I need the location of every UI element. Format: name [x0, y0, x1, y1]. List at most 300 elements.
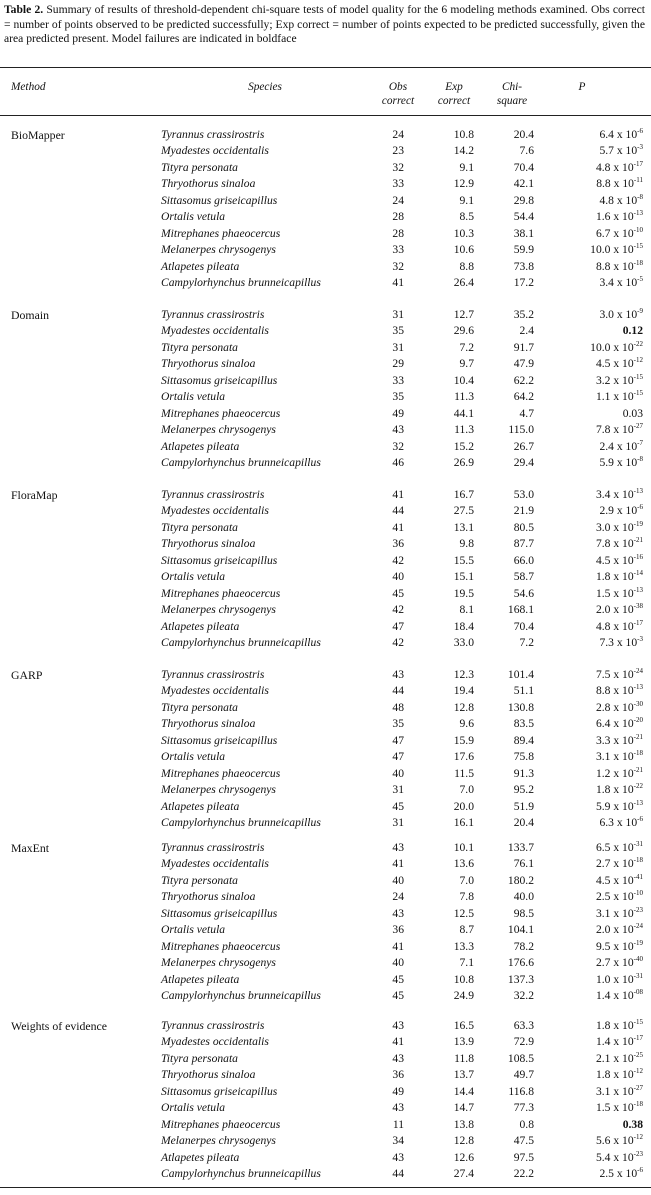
exp-correct-cell: 10.6 — [453, 243, 474, 257]
p-value-cell — [540, 194, 643, 207]
species-cell: Tyrannus crassirostris — [161, 488, 265, 501]
species-cell: Atlapetes pileata — [161, 799, 240, 813]
p-value-exponent: -15 — [633, 1018, 643, 1026]
p-value-mantissa: 10.0 x 10 — [590, 340, 634, 354]
p-value-cell — [540, 816, 643, 829]
obs-correct-cell: 43 — [392, 906, 404, 920]
exp-correct-cell: 27.4 — [453, 1167, 474, 1181]
obs-correct-cell: 35 — [392, 324, 404, 338]
exp-correct-cell: 10.8 — [453, 128, 474, 141]
exp-correct-cell: 16.5 — [453, 1019, 474, 1032]
p-value-exponent: -8 — [637, 192, 643, 201]
p-value-mantissa: 1.1 x 10 — [595, 390, 634, 404]
p-value-cell — [540, 907, 643, 920]
chi-square-cell: 47.9 — [513, 357, 534, 371]
p-value-mantissa: 3.2 x 10 — [595, 373, 634, 387]
obs-correct-cell: 47 — [392, 750, 404, 764]
p-value-exponent: -41 — [633, 872, 643, 881]
p-value-cell — [540, 554, 643, 567]
exp-correct-cell: 16.1 — [453, 816, 474, 830]
obs-correct-cell: 41 — [392, 939, 404, 953]
exp-correct-cell: 33.0 — [453, 636, 474, 650]
p-value-mantissa: 2.1 x 10 — [595, 1051, 634, 1065]
p-value-cell — [540, 210, 643, 223]
header-chi-line2: square — [496, 95, 528, 107]
chi-square-cell: 20.4 — [513, 128, 534, 141]
obs-correct-cell: 33 — [392, 177, 404, 191]
chi-square-cell: 35.2 — [513, 308, 534, 321]
table-caption — [4, 3, 645, 47]
obs-correct-cell: 43 — [392, 1150, 404, 1164]
p-value-exponent: -15 — [633, 389, 643, 398]
table-row — [0, 260, 651, 276]
p-value-mantissa: 3.1 x 10 — [595, 750, 634, 764]
p-value-exponent: -22 — [633, 339, 643, 348]
p-value-cell — [540, 973, 643, 986]
table-row — [0, 521, 651, 537]
p-value-cell — [540, 324, 643, 337]
p-value-mantissa: 1.6 x 10 — [595, 210, 634, 224]
p-value-cell — [540, 521, 643, 534]
p-value-exponent: -12 — [633, 1133, 643, 1142]
p-value-exponent: -6 — [637, 127, 643, 135]
species-cell: Sittasomus griseicapillus — [161, 553, 278, 567]
p-value-mantissa: 10.0 x 10 — [590, 243, 634, 257]
header-obs-correct — [372, 80, 424, 108]
exp-correct-cell: 12.8 — [453, 700, 474, 714]
p-value-exponent: -40 — [633, 955, 643, 964]
obs-correct-cell: 41 — [392, 1035, 404, 1049]
p-value-exponent: -23 — [633, 1149, 643, 1158]
p-value-exponent: -38 — [633, 602, 643, 611]
p-value-mantissa: 3.4 x 10 — [595, 488, 634, 501]
exp-correct-cell: 8.7 — [459, 923, 474, 937]
bottom-rule — [0, 1187, 651, 1188]
obs-correct-cell: 36 — [392, 537, 404, 551]
chi-square-cell: 75.8 — [513, 750, 534, 764]
p-value-exponent: -27 — [633, 1083, 643, 1092]
species-cell: Melanerpes chrysogenys — [161, 243, 276, 257]
table-row — [0, 701, 651, 717]
exp-correct-cell: 10.4 — [453, 373, 474, 387]
p-value-cell — [540, 684, 643, 697]
p-value-mantissa: 5.9 x 10 — [599, 456, 638, 470]
obs-correct-cell: 48 — [392, 700, 404, 714]
chi-square-cell: 38.1 — [513, 226, 534, 240]
table-row — [0, 456, 651, 472]
species-cell: Tityra personata — [161, 1051, 238, 1065]
p-value-cell — [540, 1035, 643, 1048]
chi-square-cell: 130.8 — [507, 700, 534, 714]
p-value-cell — [540, 177, 643, 190]
obs-correct-cell: 43 — [392, 423, 404, 437]
p-value-cell — [540, 841, 643, 854]
chi-square-cell: 91.3 — [513, 766, 534, 780]
table-row — [0, 750, 651, 766]
p-value-cell — [540, 161, 643, 174]
table-row — [0, 857, 651, 873]
exp-correct-cell: 7.1 — [459, 956, 474, 970]
p-value-exponent: -11 — [633, 176, 643, 185]
chi-square-cell: 4.7 — [519, 406, 534, 420]
exp-correct-cell: 16.7 — [453, 488, 474, 501]
obs-correct-cell: 45 — [392, 586, 404, 600]
exp-correct-cell: 14.7 — [453, 1101, 474, 1115]
table-row — [0, 243, 651, 259]
table-row — [0, 554, 651, 570]
species-cell: Melanerpes chrysogenys — [161, 956, 276, 970]
chi-square-cell: 0.8 — [519, 1117, 534, 1131]
exp-correct-cell: 13.1 — [453, 520, 474, 534]
species-cell: Sittasomus griseicapillus — [161, 1084, 278, 1098]
species-cell: Ortalis vetula — [161, 750, 226, 764]
p-value-mantissa: 2.7 x 10 — [595, 956, 634, 970]
exp-correct-cell: 7.0 — [459, 873, 474, 887]
exp-correct-cell: 9.6 — [459, 717, 474, 731]
p-value-mantissa: 3.0 x 10 — [599, 308, 638, 321]
chi-square-cell: 59.9 — [513, 243, 534, 257]
species-cell: Ortalis vetula — [161, 1101, 226, 1115]
p-value-mantissa: 2.9 x 10 — [599, 504, 638, 518]
exp-correct-cell: 9.1 — [459, 193, 474, 207]
species-cell: Ortalis vetula — [161, 210, 226, 224]
p-value-mantissa: 4.8 x 10 — [599, 193, 638, 207]
table-row — [0, 308, 651, 324]
table-row — [0, 783, 651, 799]
header-p: P — [578, 81, 586, 93]
p-value-cell — [540, 504, 643, 517]
table-row — [0, 767, 651, 783]
p-value-cell — [540, 390, 643, 403]
chi-square-cell: 49.7 — [513, 1068, 534, 1082]
p-value-cell — [540, 1118, 643, 1131]
p-value-cell — [540, 1019, 643, 1032]
chi-square-cell: 66.0 — [513, 553, 534, 567]
table-row — [0, 537, 651, 553]
exp-correct-cell: 8.1 — [459, 603, 474, 617]
chi-square-cell: 54.4 — [513, 210, 534, 224]
exp-correct-cell: 17.6 — [453, 750, 474, 764]
chi-square-cell: 42.1 — [513, 177, 534, 191]
p-value-exponent: -13 — [633, 683, 643, 692]
table-row — [0, 161, 651, 177]
chi-square-cell: 17.2 — [513, 276, 534, 290]
p-value-mantissa: 4.5 x 10 — [595, 873, 634, 887]
p-value-cell — [540, 701, 643, 714]
p-value-exponent: -27 — [633, 422, 643, 431]
p-value-mantissa: 9.5 x 10 — [595, 939, 634, 953]
p-value-mantissa: 6.4 x 10 — [595, 717, 634, 731]
species-cell: Thryothorus sinaloa — [161, 357, 256, 371]
obs-correct-cell: 32 — [392, 160, 404, 174]
p-value-mantissa: 2.0 x 10 — [595, 923, 634, 937]
p-value-cell — [540, 636, 643, 649]
p-value-exponent: -20 — [633, 716, 643, 725]
p-value-mantissa: 1.5 x 10 — [595, 586, 634, 600]
top-rule — [0, 67, 651, 68]
exp-correct-cell: 12.3 — [453, 668, 474, 681]
p-value-mantissa: 1.8 x 10 — [595, 783, 634, 797]
exp-correct-cell: 9.1 — [459, 160, 474, 174]
exp-correct-cell: 13.7 — [453, 1068, 474, 1082]
chi-square-cell: 7.2 — [519, 636, 534, 650]
exp-correct-cell: 19.4 — [453, 684, 474, 698]
table-row — [0, 423, 651, 439]
species-cell: Atlapetes pileata — [161, 1150, 240, 1164]
table-row — [0, 144, 651, 160]
p-value-exponent: -31 — [633, 840, 643, 848]
chi-square-cell: 70.4 — [513, 619, 534, 633]
exp-correct-cell: 7.2 — [459, 340, 474, 354]
exp-correct-cell: 19.5 — [453, 586, 474, 600]
chi-square-cell: 115.0 — [508, 423, 534, 437]
chi-square-cell: 104.1 — [507, 923, 534, 937]
p-value-mantissa: 3.4 x 10 — [599, 276, 638, 290]
chi-square-cell: 53.0 — [513, 488, 534, 501]
p-value-exponent: -12 — [633, 1067, 643, 1076]
header-exp-line1: Exp — [445, 81, 463, 93]
p-value-mantissa: 5.4 x 10 — [595, 1150, 634, 1164]
obs-correct-cell: 24 — [392, 128, 404, 141]
p-value-mantissa: 5.9 x 10 — [595, 799, 634, 813]
chi-square-cell: 29.4 — [513, 456, 534, 470]
p-value-exponent: -14 — [633, 569, 643, 578]
obs-correct-cell: 40 — [392, 956, 404, 970]
chi-square-cell: 62.2 — [513, 373, 534, 387]
p-value-mantissa: 8.8 x 10 — [595, 259, 634, 273]
header-chi-square — [487, 80, 537, 108]
table-row — [0, 1101, 651, 1117]
p-value-exponent: -6 — [637, 815, 643, 824]
method-label: BioMapper — [11, 128, 65, 142]
p-value-cell — [540, 874, 643, 887]
obs-correct-cell: 43 — [392, 668, 404, 681]
p-value-cell — [540, 357, 643, 370]
exp-correct-cell: 13.6 — [453, 857, 474, 871]
obs-correct-cell: 49 — [392, 406, 404, 420]
p-value-mantissa: 4.8 x 10 — [595, 619, 634, 633]
obs-correct-cell: 42 — [392, 636, 404, 650]
p-value-mantissa: 3.1 x 10 — [595, 906, 634, 920]
p-value-mantissa: 1.8 x 10 — [595, 1068, 634, 1082]
p-value-exponent: -10 — [633, 225, 643, 234]
chi-square-cell: 80.5 — [513, 520, 534, 534]
p-value-cell — [540, 668, 643, 681]
p-value-exponent: -23 — [633, 905, 643, 914]
species-cell: Myadestes occidentalis — [161, 504, 269, 518]
exp-correct-cell: 11.8 — [454, 1051, 474, 1065]
species-cell: Thryothorus sinaloa — [161, 890, 256, 904]
header-chi-line1: Chi- — [501, 81, 523, 93]
obs-correct-cell: 42 — [392, 603, 404, 617]
species-cell: Atlapetes pileata — [161, 439, 240, 453]
exp-correct-cell: 29.6 — [453, 324, 474, 338]
p-value-exponent: -10 — [633, 889, 643, 898]
species-cell: Sittasomus griseicapillus — [161, 733, 278, 747]
exp-correct-cell: 7.0 — [459, 783, 474, 797]
table-row — [0, 1118, 651, 1134]
p-value-exponent: -13 — [633, 798, 643, 807]
obs-correct-cell: 49 — [392, 1084, 404, 1098]
p-value-exponent: -18 — [633, 258, 643, 267]
obs-correct-cell: 33 — [392, 243, 404, 257]
species-cell: Thryothorus sinaloa — [161, 717, 256, 731]
p-value-exponent: -18 — [633, 749, 643, 758]
obs-correct-cell: 31 — [392, 308, 404, 321]
table-row — [0, 177, 651, 193]
species-cell: Tyrannus crassirostris — [161, 1019, 265, 1032]
exp-correct-cell: 9.8 — [459, 537, 474, 551]
p-value-exponent: -7 — [637, 438, 643, 447]
table-row — [0, 734, 651, 750]
exp-correct-cell: 26.4 — [453, 276, 474, 290]
species-cell: Tityra personata — [161, 700, 238, 714]
exp-correct-cell: 11.3 — [454, 390, 474, 404]
exp-correct-cell: 13.9 — [453, 1035, 474, 1049]
obs-correct-cell: 45 — [392, 972, 404, 986]
p-value-mantissa: 4.5 x 10 — [595, 357, 634, 371]
obs-correct-cell: 31 — [392, 783, 404, 797]
chi-square-cell: 73.8 — [513, 259, 534, 273]
obs-correct-cell: 33 — [392, 373, 404, 387]
obs-correct-cell: 34 — [392, 1134, 404, 1148]
species-cell: Myadestes occidentalis — [161, 684, 269, 698]
chi-square-cell: 54.6 — [513, 586, 534, 600]
p-value-cell — [540, 956, 643, 969]
obs-correct-cell: 35 — [392, 717, 404, 731]
chi-square-cell: 2.4 — [519, 324, 534, 338]
p-value-cell — [540, 800, 643, 813]
exp-correct-cell: 10.8 — [453, 972, 474, 986]
p-value-cell — [540, 1052, 643, 1065]
exp-correct-cell: 8.8 — [459, 259, 474, 273]
chi-square-cell: 21.9 — [513, 504, 534, 518]
species-cell: Tityra personata — [161, 160, 238, 174]
obs-correct-cell: 31 — [392, 340, 404, 354]
species-cell: Sittasomus griseicapillus — [161, 906, 278, 920]
table-row — [0, 940, 651, 956]
p-value-mantissa: 3.0 x 10 — [595, 520, 634, 534]
p-value-mantissa: 2.4 x 10 — [599, 439, 638, 453]
species-cell: Tyrannus crassirostris — [161, 841, 265, 854]
p-value-exponent: -18 — [633, 856, 643, 865]
obs-correct-cell: 35 — [392, 390, 404, 404]
exp-correct-cell: 44.1 — [453, 406, 474, 420]
p-value-exponent: -08 — [633, 988, 643, 997]
obs-correct-cell: 11 — [392, 1117, 404, 1131]
p-value-exponent: -6 — [637, 503, 643, 512]
p-value-mantissa: 4.8 x 10 — [595, 160, 634, 174]
obs-correct-cell: 44 — [392, 504, 404, 518]
table-row — [0, 717, 651, 733]
chi-square-cell: 26.7 — [513, 439, 534, 453]
p-value-exponent: -13 — [633, 209, 643, 218]
chi-square-cell: 76.1 — [513, 857, 534, 871]
species-cell: Tyrannus crassirostris — [161, 128, 265, 141]
obs-correct-cell: 46 — [392, 456, 404, 470]
exp-correct-cell: 7.8 — [459, 890, 474, 904]
table-row — [0, 1035, 651, 1051]
p-value-cell — [540, 227, 643, 240]
p-value-cell — [540, 341, 643, 354]
table-row — [0, 357, 651, 373]
p-value-mantissa: 1.2 x 10 — [595, 766, 634, 780]
species-cell: Ortalis vetula — [161, 923, 226, 937]
p-value-cell — [540, 940, 643, 953]
chi-square-cell: 70.4 — [513, 160, 534, 174]
species-cell: Melanerpes chrysogenys — [161, 783, 276, 797]
method-label: FloraMap — [11, 488, 58, 502]
p-value-exponent: -6 — [637, 1166, 643, 1175]
p-value-exponent: -13 — [633, 585, 643, 594]
species-cell: Mitrephanes phaeocercus — [161, 226, 281, 240]
obs-correct-cell: 31 — [392, 816, 404, 830]
chi-square-cell: 137.3 — [507, 972, 534, 986]
chi-square-cell: 64.2 — [513, 390, 534, 404]
exp-correct-cell: 12.6 — [453, 1150, 474, 1164]
p-value-exponent: -17 — [633, 1034, 643, 1043]
p-value-mantissa: 3.3 x 10 — [595, 733, 634, 747]
p-value-mantissa: 0.03 — [622, 406, 643, 420]
table-row — [0, 1068, 651, 1084]
p-value-cell — [540, 923, 643, 936]
chi-square-cell: 7.6 — [519, 144, 534, 158]
exp-correct-cell: 14.2 — [453, 144, 474, 158]
species-cell: Atlapetes pileata — [161, 619, 240, 633]
exp-correct-cell: 15.1 — [453, 570, 474, 584]
obs-correct-cell: 29 — [392, 357, 404, 371]
p-value-cell — [540, 734, 643, 747]
p-value-mantissa: 8.8 x 10 — [595, 684, 634, 698]
chi-square-cell: 47.5 — [513, 1134, 534, 1148]
obs-correct-cell: 47 — [392, 733, 404, 747]
chi-square-cell: 168.1 — [507, 603, 534, 617]
p-value-mantissa: 2.0 x 10 — [595, 603, 634, 617]
table-row — [0, 668, 651, 684]
p-value-cell — [540, 440, 643, 453]
species-cell: Mitrephanes phaeocercus — [161, 766, 281, 780]
species-cell: Myadestes occidentalis — [161, 144, 269, 158]
obs-correct-cell: 45 — [392, 989, 404, 1003]
header-method: Method — [11, 81, 46, 93]
p-value-mantissa: 0.38 — [622, 1117, 643, 1131]
table-row — [0, 128, 651, 144]
species-cell: Myadestes occidentalis — [161, 857, 269, 871]
table-row — [0, 907, 651, 923]
table-row — [0, 923, 651, 939]
p-value-exponent: -24 — [633, 667, 643, 675]
p-value-exponent: -19 — [633, 938, 643, 947]
species-cell: Tyrannus crassirostris — [161, 308, 265, 321]
obs-correct-cell: 28 — [392, 210, 404, 224]
species-cell: Myadestes occidentalis — [161, 1035, 269, 1049]
table-row — [0, 1134, 651, 1150]
table-row — [0, 587, 651, 603]
species-cell: Sittasomus griseicapillus — [161, 373, 278, 387]
table-row — [0, 276, 651, 292]
p-value-cell — [540, 128, 643, 141]
p-value-exponent: -17 — [633, 618, 643, 627]
species-cell: Mitrephanes phaeocercus — [161, 406, 281, 420]
table-row — [0, 989, 651, 1005]
method-label: Weights of evidence — [11, 1019, 108, 1033]
p-value-cell — [540, 1068, 643, 1081]
table-row — [0, 603, 651, 619]
p-value-mantissa: 4.5 x 10 — [595, 553, 634, 567]
p-value-exponent: -30 — [633, 699, 643, 708]
p-value-mantissa: 7.3 x 10 — [599, 636, 638, 650]
obs-correct-cell: 43 — [392, 1019, 404, 1032]
